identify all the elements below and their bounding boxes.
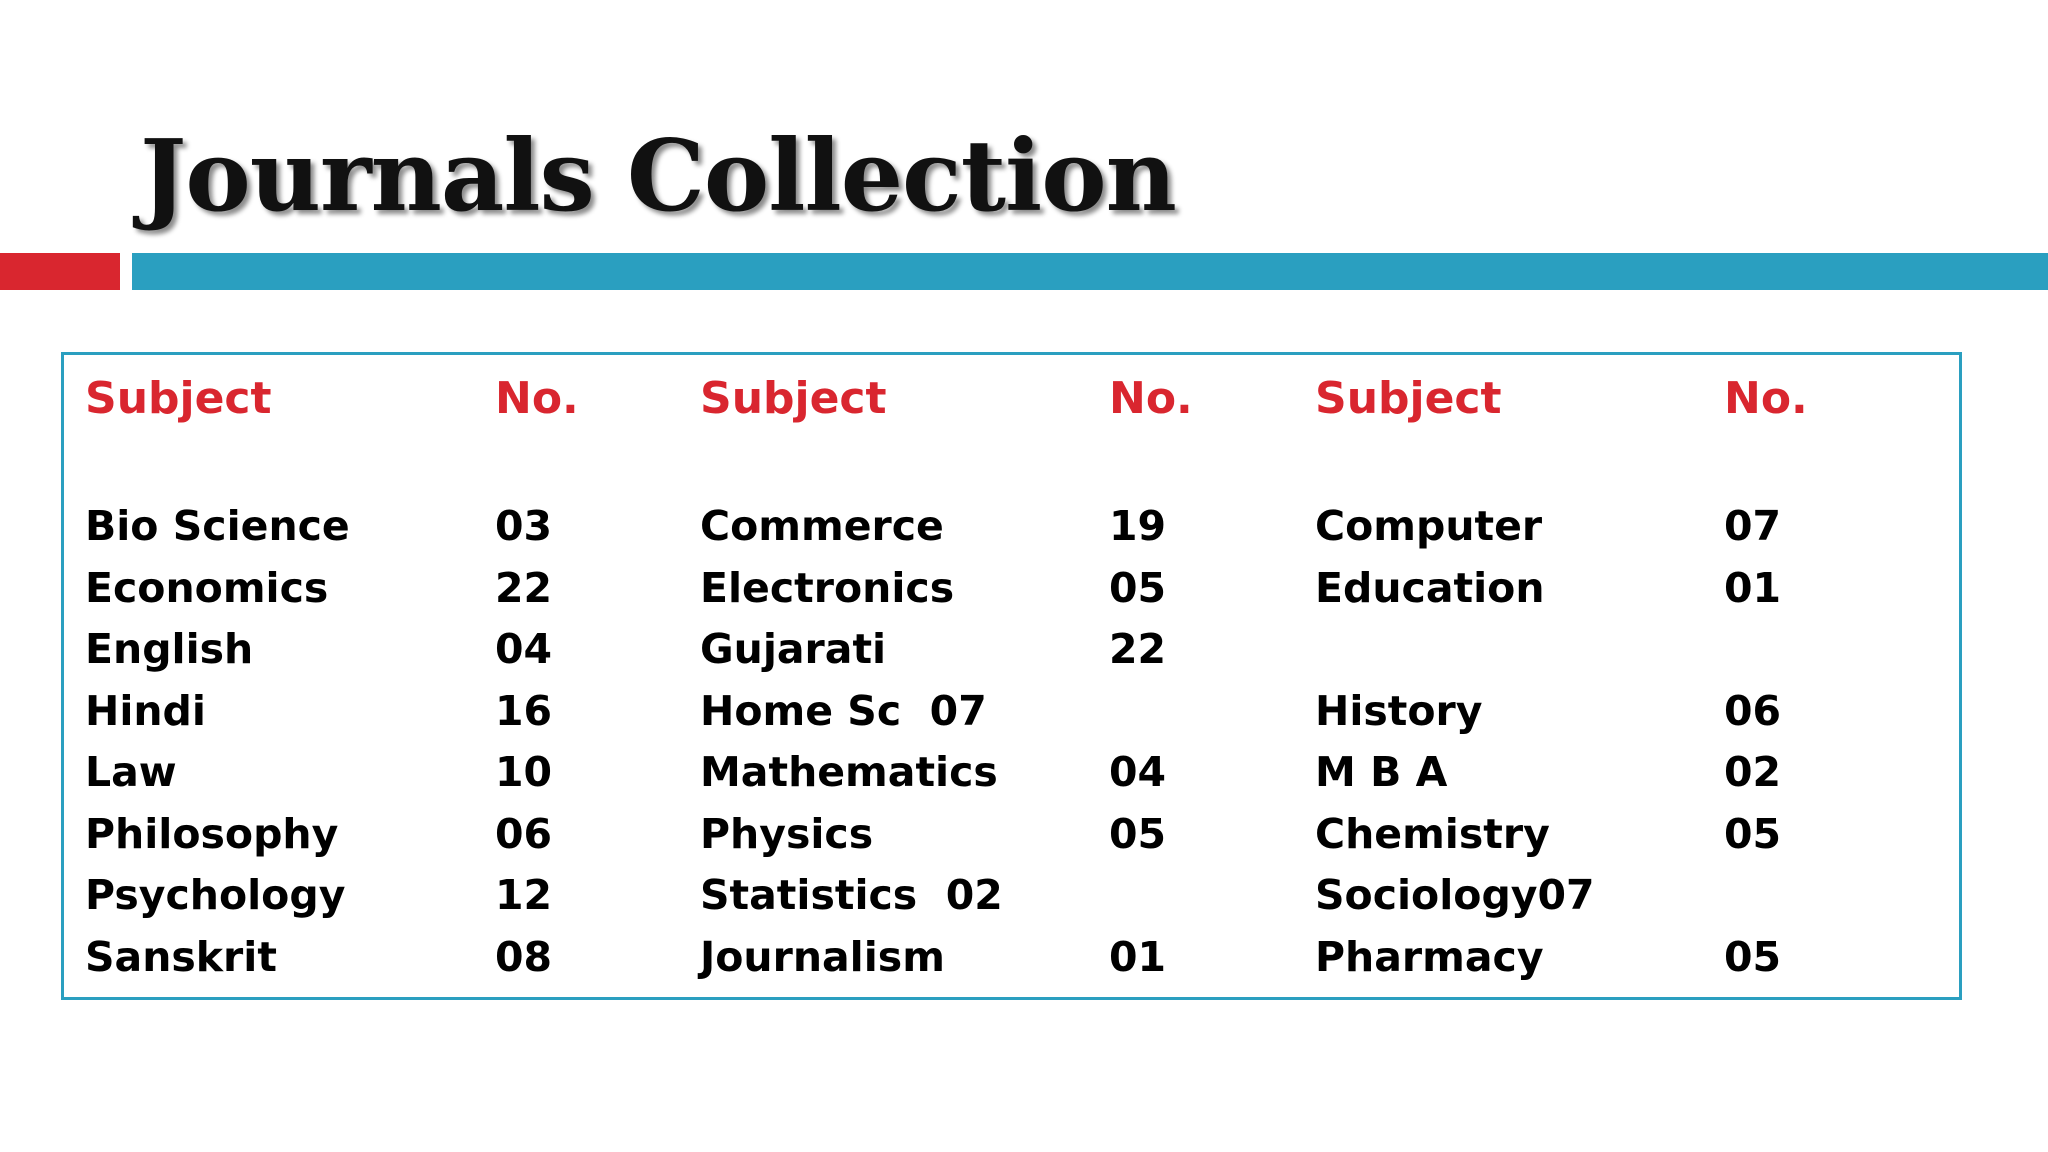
title-accent-bar-red xyxy=(0,253,120,290)
journal-count: 06 xyxy=(1724,687,1782,735)
journals-table xyxy=(61,352,1962,1000)
journal-count: 05 xyxy=(1724,933,1782,981)
subject-name: Computer xyxy=(1315,502,1543,550)
column-header-subject: Subject xyxy=(1315,373,1502,424)
journal-count: 08 xyxy=(495,933,553,981)
subject-name: Home Sc 07 xyxy=(700,687,987,735)
journal-count: 05 xyxy=(1724,810,1782,858)
subject-name: Sociology07 xyxy=(1315,871,1595,919)
subject-name: Electronics xyxy=(700,564,955,612)
subject-name: Education xyxy=(1315,564,1545,612)
journal-count: 16 xyxy=(495,687,553,735)
journal-count: 04 xyxy=(1109,748,1167,796)
column-header-subject: Subject xyxy=(700,373,887,424)
journal-count: 22 xyxy=(1109,625,1167,673)
column-header-subject: Subject xyxy=(85,373,272,424)
column-header-number: No. xyxy=(1109,373,1193,424)
subject-name: M B A xyxy=(1315,748,1448,796)
subject-name: Chemistry xyxy=(1315,810,1550,858)
subject-name: Commerce xyxy=(700,502,944,550)
subject-name: Law xyxy=(85,748,177,796)
subject-name: Journalism xyxy=(700,933,945,981)
journal-count: 19 xyxy=(1109,502,1167,550)
subject-name: Mathematics xyxy=(700,748,998,796)
subject-name: Hindi xyxy=(85,687,206,735)
subject-name: History xyxy=(1315,687,1483,735)
journal-count: 01 xyxy=(1724,564,1782,612)
subject-name: English xyxy=(85,625,254,673)
subject-name: Philosophy xyxy=(85,810,339,858)
title-accent-bar-blue xyxy=(132,253,2048,290)
journal-count: 12 xyxy=(495,871,553,919)
subject-name: Economics xyxy=(85,564,329,612)
journal-count: 05 xyxy=(1109,810,1167,858)
column-header-number: No. xyxy=(495,373,579,424)
journal-count: 03 xyxy=(495,502,553,550)
subject-name: Sanskrit xyxy=(85,933,277,981)
journal-count: 10 xyxy=(495,748,553,796)
subject-name: Physics xyxy=(700,810,874,858)
column-header-number: No. xyxy=(1724,373,1808,424)
journal-count: 04 xyxy=(495,625,553,673)
subject-name: Bio Science xyxy=(85,502,350,550)
subject-name: Pharmacy xyxy=(1315,933,1544,981)
journal-count: 02 xyxy=(1724,748,1782,796)
page-title: Journals Collection xyxy=(140,119,1176,234)
subject-name: Psychology xyxy=(85,871,346,919)
subject-name: Statistics 02 xyxy=(700,871,1003,919)
subject-name: Gujarati xyxy=(700,625,887,673)
journal-count: 06 xyxy=(495,810,553,858)
journal-count: 01 xyxy=(1109,933,1167,981)
journal-count: 22 xyxy=(495,564,553,612)
journal-count: 05 xyxy=(1109,564,1167,612)
journal-count: 07 xyxy=(1724,502,1782,550)
